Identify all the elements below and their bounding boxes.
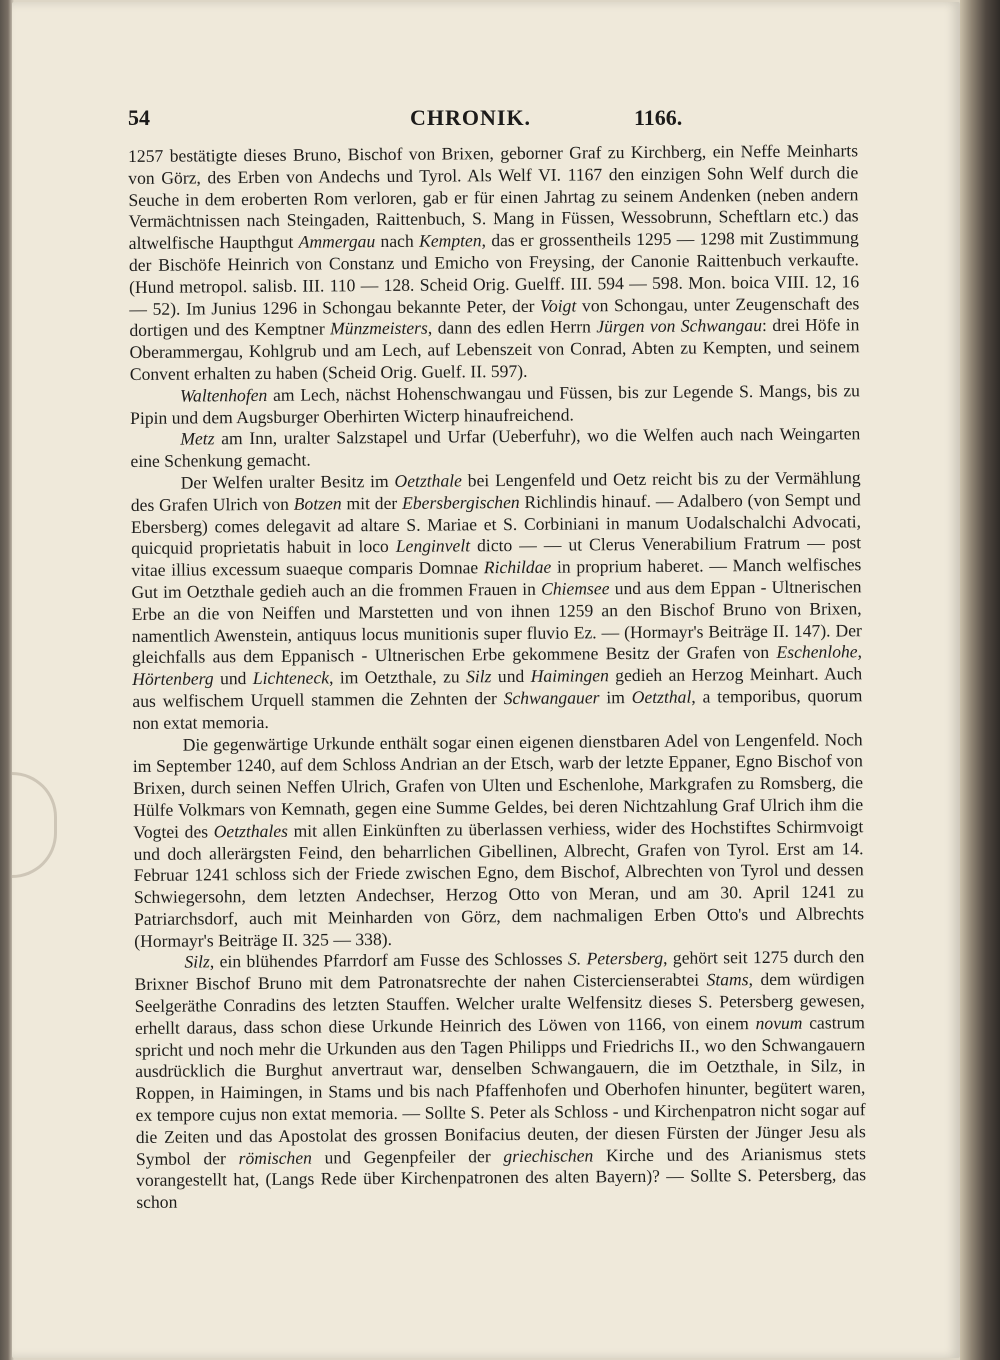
italic-text: Eschenlohe — [776, 641, 858, 663]
italic-text: Lichteneck — [252, 667, 330, 689]
italic-text: Hörtenberg — [132, 668, 214, 690]
text-run: nach — [375, 230, 420, 252]
italic-text: Oetzthal — [631, 686, 692, 707]
page-number: 54 — [128, 105, 150, 130]
italic-text: Jürgen von Schwangau — [596, 315, 763, 337]
italic-text: Metz — [180, 428, 215, 449]
italic-text: Botzen — [293, 493, 342, 514]
paragraph — [128, 140, 860, 385]
text-run: und Gegenpfeiler der — [311, 1145, 504, 1168]
italic-text: Ammergau — [298, 231, 376, 252]
italic-text: S. Petersberg — [567, 948, 664, 970]
text-run: am Inn, uralter Salzstapel und Urfar (Ueberfuhr), wo die Welfen auch nach Weingarten eine Schenkung gemacht. — [130, 423, 861, 472]
paragraph — [130, 424, 860, 473]
text-run: am Lech, nächst Hohenschwangau und Füssen, bis zur Legende S. Mangs, bis zu Pipin und dem Augsburger Oberhirten Wicterp hinaufreichend. — [130, 380, 861, 428]
page-clip-mark — [12, 772, 57, 878]
page-header — [128, 100, 858, 134]
paragraph — [131, 467, 863, 734]
text-run: , das er grossentheils 1295 — 1298 mit Zustimmung der Bischöfe Heinrich von Constanz und Emicho von Freysing, der Canonie Raittenbuch verkaufte. (Hund metropol. salisb. III. 110 — 128. Scheid Orig. Guelff. III. 594 — 598. Mon. boica VIII. 12, 16 — 52). Im Junius 1296 in Schongau bekannte Peter, der — [128, 227, 860, 319]
running-year: 1166. — [634, 105, 683, 130]
italic-text: Silz — [465, 666, 492, 687]
italic-text: Ebersbergischen — [401, 491, 520, 513]
italic-text: griechischen — [503, 1145, 594, 1166]
text-run: gedieh an Herzog Meinhart. Auch aus welfischem Urquell stammen die Zehnten der — [132, 663, 863, 711]
text-run: , ein blühendes Pfarrdorf am Fusse des Schlosses — [209, 949, 569, 972]
italic-text: Lenginvelt — [395, 535, 471, 557]
text-run: dicto — — ut Clerus Venerabilium Fratrum — post vitae illius excessum suaeque comparis Domnae — [131, 532, 862, 581]
running-title: CHRONIK. — [410, 105, 532, 130]
body-text — [128, 140, 866, 1214]
text-run: und aus dem Eppan - Ultnerischen Erbe an die von Neiffen und Marstetten und von ihnen 1259 an den Bischof Bruno von Brixen, namentlich Awenstein, antiquus locus munitionis super fluvio Ez. — (Hormayr's Beiträge II. 147). Der gleichfalls aus dem Eppanisch - Ultnerischen Erbe gekommene Besitz der Grafen von — [131, 576, 862, 668]
text-run: , — [857, 641, 863, 662]
italic-text: Richildae — [483, 556, 552, 578]
italic-text: Chiemsee — [540, 578, 610, 599]
text-run: , dann des edlen Herrn — [427, 316, 597, 339]
italic-text: Waltenhofen — [179, 384, 268, 406]
italic-text: Schwangauer — [503, 687, 600, 708]
text-run: , a temporibus, quorum non extat memoria. — [132, 685, 863, 733]
text-run: in proprium haberet. — Manch welfisches Gut im Oetzthale gedieh auch an die frommen Frauen in — [131, 554, 862, 602]
italic-text: novum — [755, 1012, 803, 1033]
text-run: und — [213, 668, 253, 689]
text-run: 1257 bestätigte dieses Bruno, Bischof von Brixen, geborner Graf zu Kirchberg, ein Neffe Meinharts von Görz, des Erben von Andechs und Tyrol. Als Welf VI. 1167 den einzigen Sohn Welf durch die Seuche in dem eroberten Rom verloren, gab er für einen Jahrtag zu seinem Andenken (neben andern Vermächtnissen nach Steingaden, Raittenbuch, S. Mang in Füssen, Wessobrunn, Scheftlarn etc.) das altwelfische Haupthgut — [128, 140, 859, 254]
paragraph — [130, 380, 860, 429]
text-run: Kirche und des Arianismus stets vorangestellt hat, (Langs Rede über Kirchenpatronen des alten Bayern)? — Sollte S. Petersberg, das schon — [136, 1142, 867, 1213]
paragraph — [133, 729, 865, 953]
italic-text: Oetzthale — [394, 470, 463, 491]
italic-text: Oetzthales — [213, 820, 289, 842]
text-run: und — [491, 665, 531, 687]
text-run: castrum spricht und noch mehr die Urkunden aus den Tagen Philipps und Friedrichs II., wo den Schwangauern ausdrücklich die Burghut anvertraut war, denselben Schwangauern, die im Oetzthale, in Silz, in Roppen, in Haimingen, in Stams und bis nach Pfaffenhofen und Oberhofen hinunter, begütert waren, ex tempore cujus non extat memoria. — Sollte S. Peter als Schloss - und Kirchenpatron nicht sogar auf die Zeiten und das Apostolat des grossen Bonifacius deuten, der diesen Fürsten der Jünger Jesu als Symbol der — [135, 1012, 866, 1169]
text-run: mit allen Einkünften zu überlassen verhiess, wider des Hochstiftes Schirmvoigt und doch allerärgsten Feind, den beharrlichen Gibellinen, Albrecht, Grafen von Tyrol. Erst am 14. Februar 1241 schloss sich der Friede zwischen Egno, dem Bischof, Albrechten von Tyrol und dessen Schwiegersohn, dem letzten Andechser, Herzog Otto von Meran, und am 30. April 1241 zu Patriarchsdorf, auch mit Meinharden von Görz, dem nachmaligen Erben Otto's und Albrechts (Hormayr's Beiträge II. 325 — 338). — [133, 815, 865, 951]
book-spine — [960, 0, 1000, 1360]
italic-text: Stams — [706, 969, 749, 990]
italic-text: Silz — [184, 951, 210, 973]
italic-text: Münzmeisters — [330, 318, 428, 339]
text-run: Die gegenwärtige Urkunde enthält sogar einen eigenen dienstbaren Adel von Lengenfeld. Noch im September 1240, auf dem Schloss Andrian an der Etsch, warb der letzte Eppaner, Egno Bischof von Brixen, durch seinen Neffen Ulrich, Grafen von Ulten und Eschenlohe, Markgrafen zu Romsberg, die Hülfe Volkmars von Kemnath, gegen eine Summe Geldes, bei deren Nichtzahlung Graf Ulrich ihm die Vogtei des — [132, 728, 864, 842]
paragraph — [134, 947, 866, 1214]
text-run: Der Welfen uralter Besitz im — [180, 470, 395, 493]
text-run: , gehört seit 1275 durch den Brixner Bischof Bruno mit dem Patronatsrechte der nahen Cistercienserabtei — [134, 946, 865, 995]
text-run: , im Oetzthale, zu — [328, 666, 467, 688]
text-run: : drei Höfe in Oberammergau, Kohlgrub und am Lech, auf Lebenszeit von Conrad, Abten zu Kempten, und seinem Convent erhalten zu haben (Scheid Orig. Guelf. II. 597). — [129, 314, 860, 384]
text-run: Richlindis hinauf. — Adalbero (von Sempt und Ebersberg) comes delegavit ad altare S. Mariae et S. Corbiniani in manum Uodalschalchi Advocati, quicquid proprietatis habuit in loco — [130, 489, 862, 559]
text-run: mit der — [341, 492, 403, 514]
italic-text: Haimingen — [530, 665, 609, 686]
text-run: im — [599, 686, 632, 708]
text-run: von Schongau, unter Zeugenschaft des dortigen und des Kemptner — [129, 292, 860, 341]
italic-text: Voigt — [540, 295, 577, 316]
text-run: , dem würdigen Seelgeräthe Conradins des letzten Stauffen. Welcher uralte Welfensitz dieses S. Petersberg gewesen, erhellt daraus, dass schon diese Urkunde Heinrich des Löwen von 1166, von einem — [134, 968, 865, 1038]
text-run: bei Lengenfeld und Oetz reicht bis zu der Vermählung des Grafen Ulrich von — [130, 467, 861, 515]
italic-text: Kempten — [418, 230, 482, 251]
italic-text: römischen — [238, 1147, 312, 1168]
